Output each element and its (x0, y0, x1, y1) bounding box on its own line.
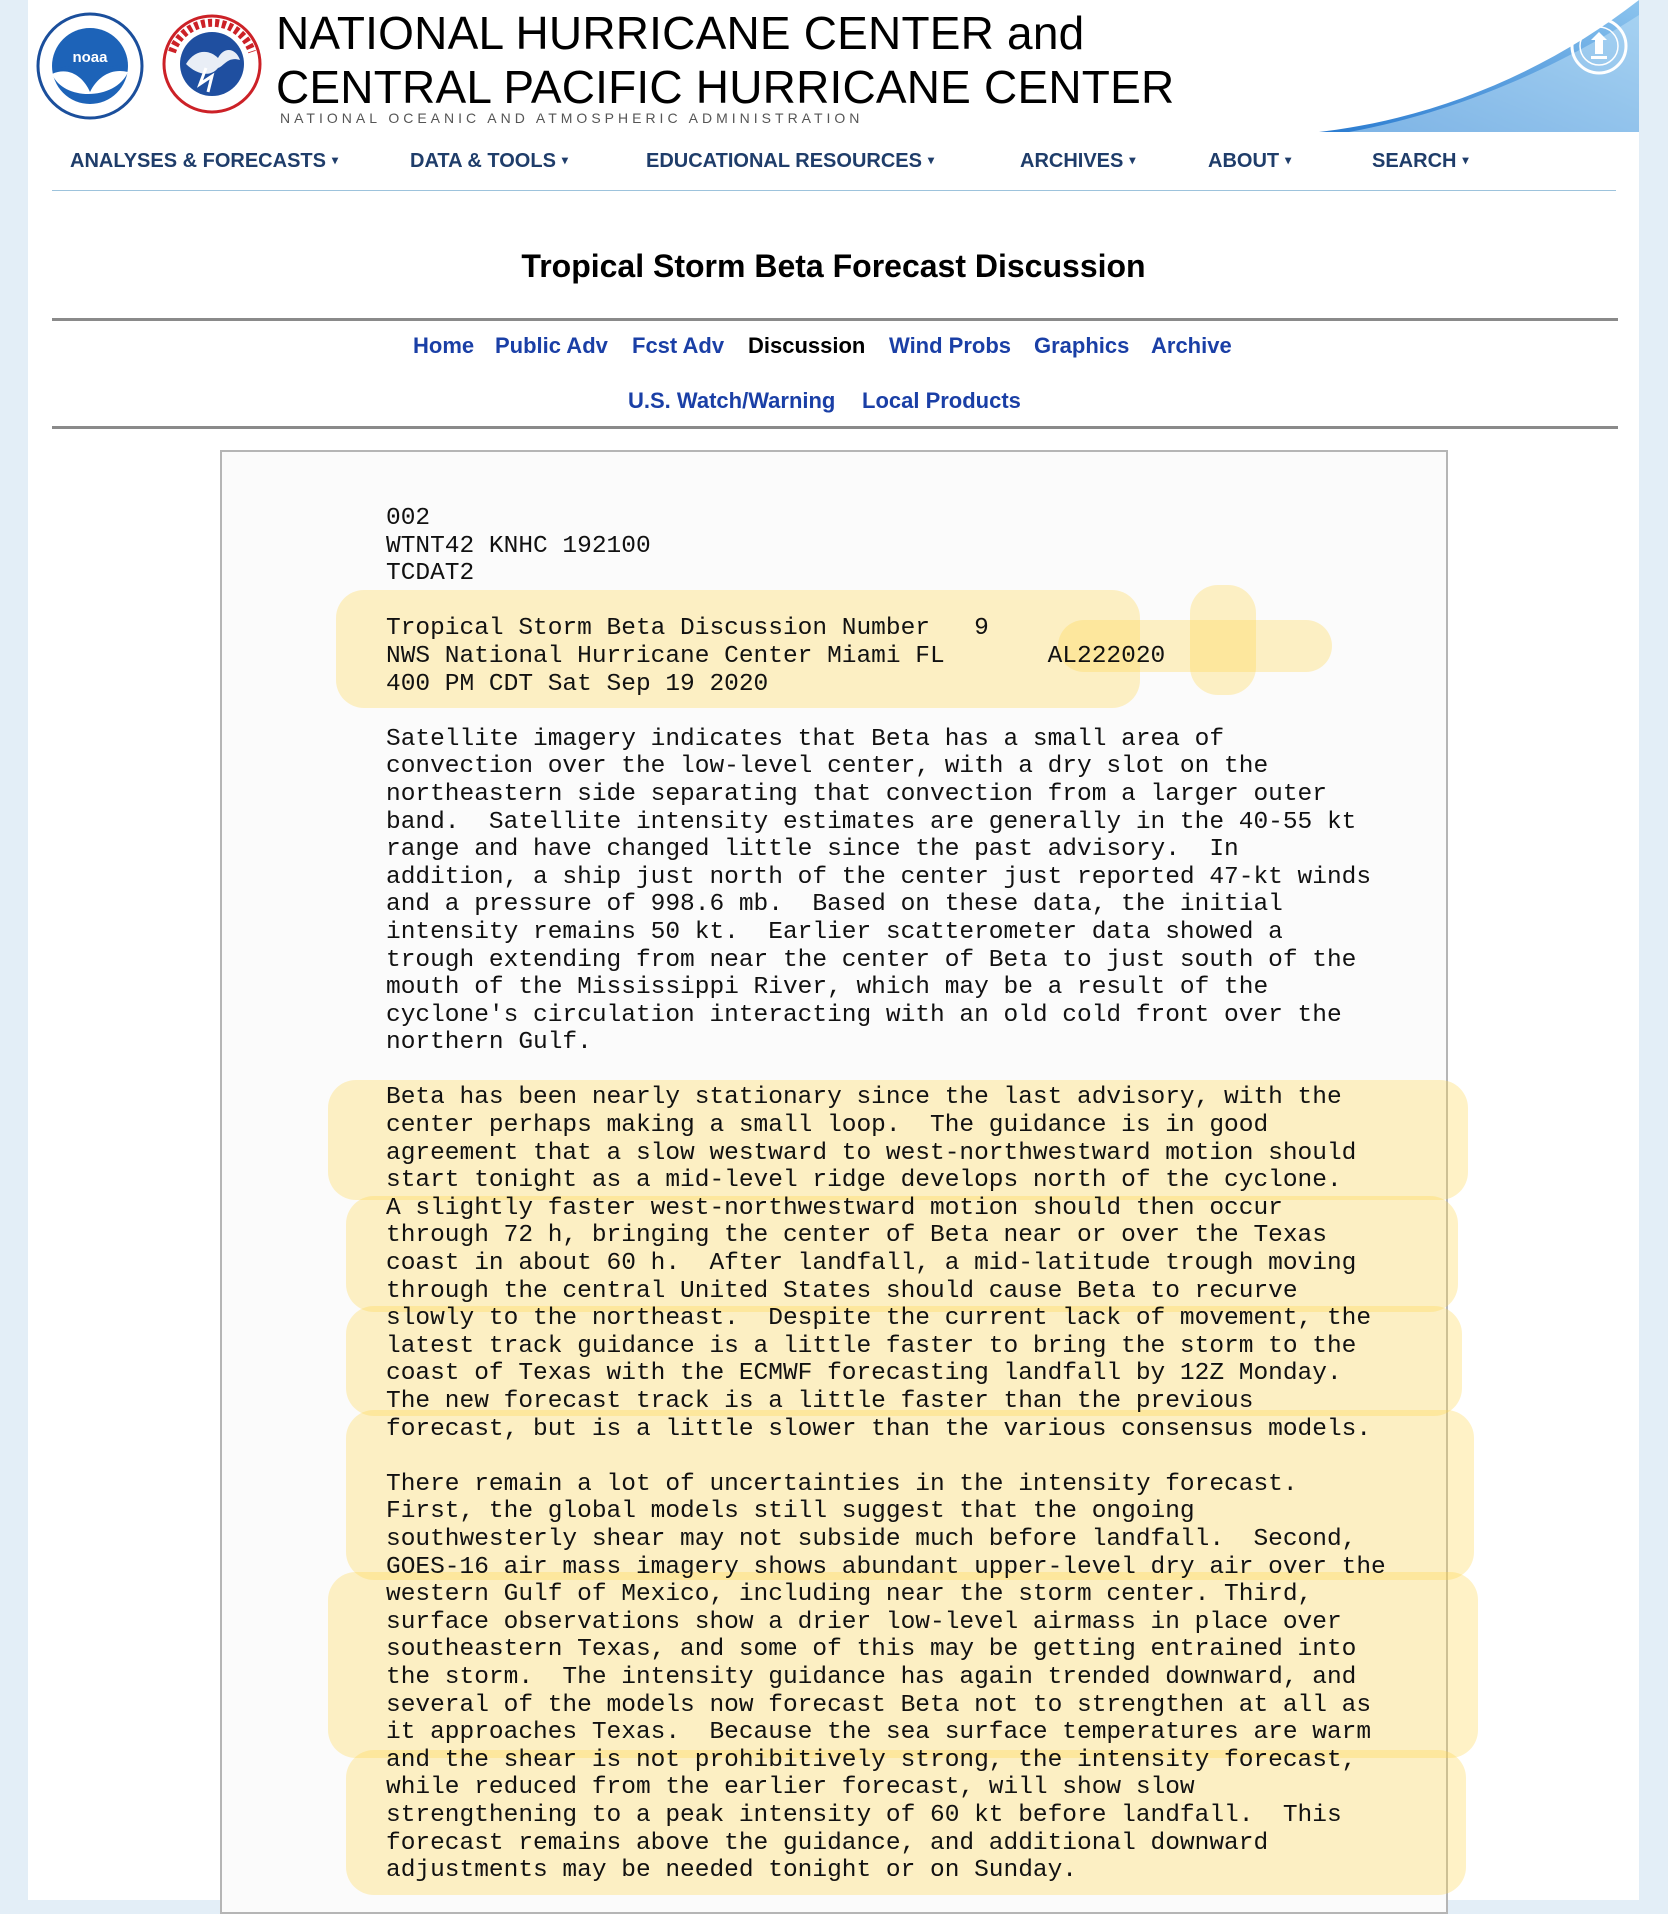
discussion-line: First, the global models still suggest that the ongoing (386, 1498, 1195, 1526)
discussion-line: 002 (386, 505, 431, 532)
discussion-line: southwesterly shear may not subside much before landfall. Second, (386, 1525, 1357, 1553)
discussion-line: it approaches Texas. Because the sea surface temperatures are warm (386, 1719, 1372, 1747)
discussion-line: NWS National Hurricane Center Miami FL AL222020 (386, 642, 1166, 670)
nws-logo-icon (162, 12, 262, 116)
discussion-line: slowly to the northeast. Despite the current lack of movement, the (386, 1305, 1372, 1333)
discussion-line: and the shear is not prohibitively strong, the intensity forecast, (386, 1746, 1357, 1774)
discussion-line: The new forecast track is a little faster than the previous (386, 1388, 1254, 1415)
nav-label: ABOUT (1208, 150, 1280, 172)
chevron-down-icon: ▾ (561, 153, 568, 167)
main-navigation (52, 132, 1616, 191)
nav-label: DATA & TOOLS (410, 150, 556, 172)
subnav-local-products[interactable]: Local Products (862, 388, 1021, 413)
discussion-line: A slightly faster west-northwestward motion should then occur (386, 1194, 1283, 1222)
nav-label: ANALYSES & FORECASTS (70, 150, 326, 172)
discussion-line: intensity remains 50 kt. Earlier scatterometer data showed a (386, 918, 1283, 946)
discussion-line: range and have changed little since the past advisory. In (386, 836, 1239, 864)
discussion-line: There remain a lot of uncertainties in the intensity forecast. (386, 1470, 1298, 1498)
page-title: Tropical Storm Beta Forecast Discussion (521, 248, 1146, 284)
discussion-line: cyclone's circulation interacting with an old cold front over the (386, 1001, 1342, 1029)
discussion-line: GOES-16 air mass imagery shows abundant upper-level dry air over the (386, 1553, 1386, 1581)
site-subtitle: NATIONAL OCEANIC AND ATMOSPHERIC ADMINISTRATION (280, 110, 864, 126)
nav-search[interactable] (1372, 150, 1468, 173)
divider (52, 426, 1618, 429)
discussion-line: convection over the low-level center, with a dry slot on the (386, 753, 1269, 781)
chevron-down-icon: ▾ (927, 153, 934, 167)
discussion-line: western Gulf of Mexico, including near the storm center. Third, (386, 1581, 1313, 1609)
chevron-down-icon: ▾ (1129, 153, 1136, 167)
discussion-line: agreement that a slow westward to west-northwestward motion should (386, 1139, 1357, 1167)
site-header (28, 0, 1639, 132)
discussion-line: adjustments may be needed tonight or on Sunday. (386, 1857, 1078, 1885)
nav-educational-resources[interactable] (646, 150, 934, 173)
chevron-down-icon: ▾ (1462, 153, 1469, 167)
discussion-line: trough extending from near the center of Beta to just south of the (386, 946, 1357, 974)
nav-label: ARCHIVES (1020, 150, 1124, 172)
subnav-wind-probs[interactable]: Wind Probs (889, 333, 1012, 358)
nav-about[interactable] (1208, 150, 1291, 173)
discussion-line (386, 588, 1486, 616)
discussion-line: latest track guidance is a little faster to bring the storm to the (386, 1332, 1357, 1360)
subnav-archive[interactable]: Archive (1151, 333, 1232, 358)
discussion-line: several of the models now forecast Beta not to strengthen at all as (386, 1691, 1372, 1719)
subnav-public-adv[interactable]: Public Adv (495, 333, 608, 358)
svg-text:noaa: noaa (72, 49, 108, 66)
site-title-line1: NATIONAL HURRICANE CENTER and (276, 7, 1085, 59)
nav-archives[interactable] (1020, 150, 1135, 173)
divider (52, 318, 1618, 321)
discussion-line: northern Gulf. (386, 1029, 592, 1057)
discussion-line (386, 1057, 1486, 1085)
discussion-line: coast of Texas with the ECMWF forecasting landfall by 12Z Monday. (386, 1360, 1342, 1388)
nav-analyses-forecasts[interactable] (70, 150, 338, 173)
discussion-line: TCDAT2 (386, 560, 475, 588)
discussion-line (386, 698, 1486, 726)
discussion-line: Satellite imagery indicates that Beta has a small area of (386, 725, 1225, 753)
discussion-line: through the central United States should cause Beta to recurve (386, 1277, 1298, 1305)
discussion-line: coast in about 60 h. After landfall, a mid-latitude trough moving (386, 1250, 1357, 1278)
nav-label: EDUCATIONAL RESOURCES (646, 150, 922, 172)
discussion-line (386, 1443, 1486, 1471)
discussion-line: Tropical Storm Beta Discussion Number 9 (386, 615, 989, 643)
discussion-line: Beta has been nearly stationary since the last advisory, with the (386, 1084, 1342, 1112)
site-title-line2: CENTRAL PACIFIC HURRICANE CENTER (276, 61, 1175, 113)
discussion-line: southeastern Texas, and some of this may be getting entrained into (386, 1636, 1357, 1664)
discussion-text (386, 505, 1486, 1885)
discussion-line: surface observations show a drier low-level airmass in place over (386, 1608, 1342, 1636)
discussion-line: band. Satellite intensity estimates are generally in the 40-55 kt (386, 808, 1357, 836)
nav-data-tools[interactable] (410, 150, 568, 173)
discussion-line: mouth of the Mississippi River, which may be a result of the (386, 974, 1269, 1002)
department-seal-icon (1569, 16, 1629, 76)
discussion-line: start tonight as a mid-level ridge develops north of the cyclone. (386, 1167, 1342, 1195)
discussion-line: 400 PM CDT Sat Sep 19 2020 (386, 670, 769, 698)
discussion-line: center perhaps making a small loop. The guidance is in good (386, 1112, 1269, 1140)
discussion-line: forecast, but is a little slower than the various consensus models. (386, 1415, 1372, 1443)
subnav-discussion-current: Discussion (748, 333, 866, 358)
discussion-line: northeastern side separating that convection from a larger outer (386, 780, 1327, 808)
chevron-down-icon: ▾ (331, 153, 338, 167)
nav-label: SEARCH (1372, 150, 1457, 172)
chevron-down-icon: ▾ (1285, 153, 1292, 167)
discussion-line: the storm. The intensity guidance has again trended downward, and (386, 1663, 1357, 1691)
page (28, 0, 1639, 1900)
discussion-line: through 72 h, bringing the center of Beta near or over the Texas (386, 1222, 1327, 1250)
discussion-line: WTNT42 KNHC 192100 (386, 532, 651, 560)
discussion-line: forecast remains above the guidance, and additional downward (386, 1829, 1269, 1857)
discussion-line: addition, a ship just north of the center just reported 47-kt winds (386, 863, 1372, 891)
discussion-line: strengthening to a peak intensity of 60 kt before landfall. This (386, 1801, 1342, 1829)
discussion-line: and a pressure of 998.6 mb. Based on these data, the initial (386, 891, 1283, 919)
subnav-home[interactable]: Home (413, 333, 475, 358)
subnav-fcst-adv[interactable]: Fcst Adv (632, 333, 725, 358)
discussion-line: while reduced from the earlier forecast, will show slow (386, 1774, 1195, 1802)
subnav-graphics[interactable]: Graphics (1034, 333, 1130, 358)
subnav-us-watch-warning[interactable]: U.S. Watch/Warning (628, 388, 836, 413)
noaa-logo-icon (36, 12, 144, 120)
